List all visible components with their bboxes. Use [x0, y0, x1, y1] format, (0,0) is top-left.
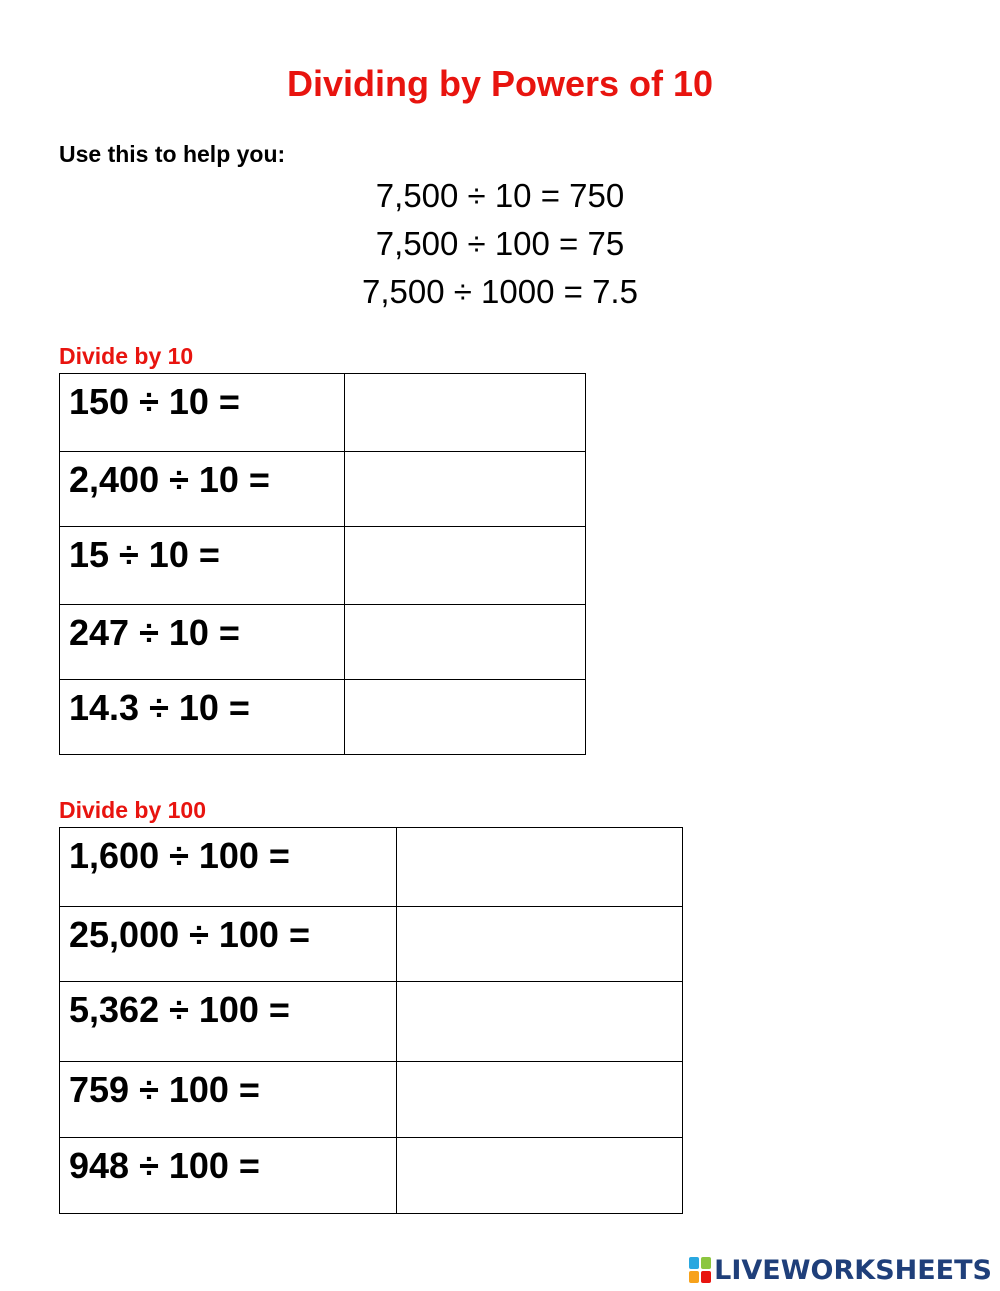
table-row: [60, 680, 586, 755]
helper-example-line: 7,500 ÷ 100 = 75: [375, 225, 625, 262]
section-label-divide-by-100: Divide by 100: [59, 797, 207, 823]
answer-input[interactable]: [345, 680, 586, 755]
problem-cell: 14.3 ÷ 10 =: [60, 680, 345, 755]
divide-by-100-table: [59, 827, 683, 1214]
table-row: [60, 828, 683, 907]
liveworksheets-logo: [689, 1252, 992, 1288]
helper-example-line: 7,500 ÷ 10 = 750: [375, 177, 625, 214]
helper-label: Use this to help you:: [59, 141, 286, 167]
table-row: [60, 605, 586, 680]
answer-input[interactable]: [345, 605, 586, 680]
liveworksheets-logo-icon: [689, 1257, 711, 1283]
problem-cell: 247 ÷ 10 =: [60, 605, 345, 680]
problem-cell: 759 ÷ 100 =: [60, 1062, 397, 1138]
problem-cell: 25,000 ÷ 100 =: [60, 907, 397, 982]
answer-input[interactable]: [345, 452, 586, 527]
problem-cell: 2,400 ÷ 10 =: [60, 452, 345, 527]
answer-input[interactable]: [397, 1062, 683, 1138]
table-row: [60, 1138, 683, 1214]
logo-text: LIVEWORKSHEETS: [714, 1254, 992, 1286]
helper-examples: [0, 172, 1000, 316]
answer-input[interactable]: [397, 1138, 683, 1214]
section-label-divide-by-10: Divide by 10: [59, 343, 194, 369]
divide-by-10-table: [59, 373, 586, 755]
answer-input[interactable]: [397, 907, 683, 982]
table-row: [60, 1062, 683, 1138]
answer-input[interactable]: [397, 982, 683, 1062]
table-row: [60, 982, 683, 1062]
problem-cell: 5,362 ÷ 100 =: [60, 982, 397, 1062]
table-row: [60, 527, 586, 605]
answer-input[interactable]: [397, 828, 683, 907]
helper-example-line: 7,500 ÷ 1000 = 7.5: [362, 273, 638, 310]
answer-input[interactable]: [345, 374, 586, 452]
page-title: Dividing by Powers of 10: [286, 63, 714, 104]
problem-cell: 1,600 ÷ 100 =: [60, 828, 397, 907]
answer-input[interactable]: [345, 527, 586, 605]
problem-cell: 15 ÷ 10 =: [60, 527, 345, 605]
problem-cell: 948 ÷ 100 =: [60, 1138, 397, 1214]
table-row: [60, 452, 586, 527]
table-row: [60, 374, 586, 452]
table-row: [60, 907, 683, 982]
problem-cell: 150 ÷ 10 =: [60, 374, 345, 452]
